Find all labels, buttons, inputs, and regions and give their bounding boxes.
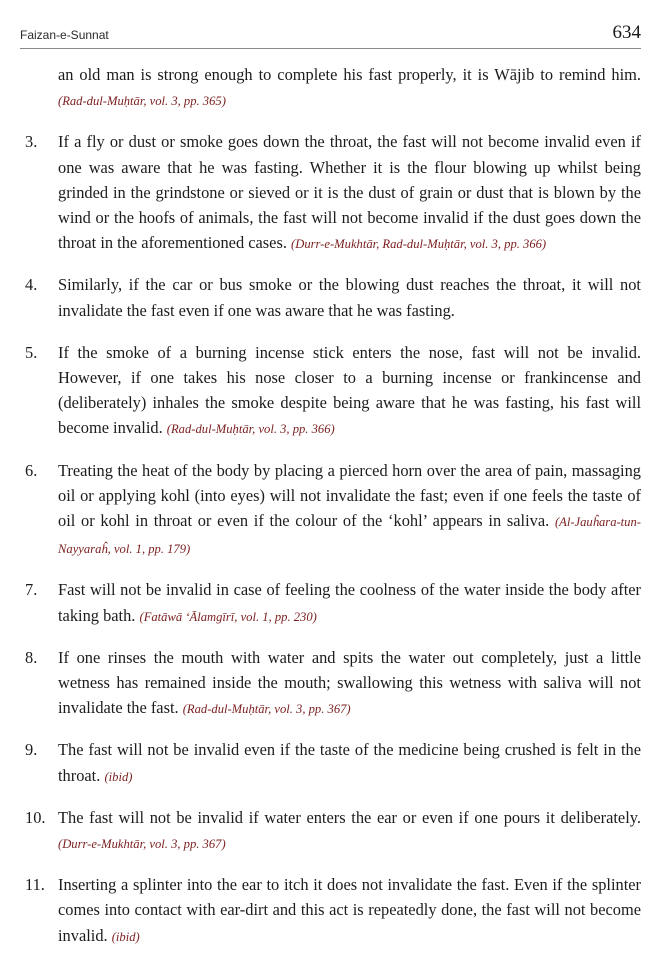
item-number: 4. [25, 275, 38, 295]
page-number: 634 [612, 22, 641, 43]
page-header [20, 22, 641, 49]
item-citation: (Al-Jauĥara-tun-Nayyaraĥ, vol. 1, pp. 179) [58, 515, 641, 557]
list-item [21, 62, 641, 114]
list-item [21, 129, 641, 257]
list-item [21, 872, 641, 950]
list-item [21, 737, 641, 789]
item-number: 11. [25, 875, 45, 895]
list-item [21, 272, 641, 324]
item-text: The fast will not be invalid if water enters the ear or even if one pours it deliberately. [58, 807, 641, 827]
page-body [21, 62, 641, 965]
item-text: Similarly, if the car or bus smoke or the blowing dust reaches the throat, it will not invalidate the fast even if one was aware that he was fasting. [58, 275, 641, 320]
list-item [21, 577, 641, 629]
item-number: 7. [25, 580, 38, 600]
item-citation: (ibid) [104, 769, 133, 784]
item-citation: (ibid) [111, 929, 140, 944]
item-number: 10. [25, 807, 46, 827]
item-citation: (Durr-e-Mukhtār, vol. 3, pp. 367) [58, 837, 226, 852]
item-number: 3. [25, 132, 38, 152]
list-item [21, 645, 641, 723]
item-text: Inserting a splinter into the ear to itch it does not invalidate the fast. Even if the splinter comes into contact with ear-dirt and this act is repeatedly done, the fast will not become invalid. [58, 875, 641, 945]
book-title: Faizan-e-Sunnat [20, 28, 109, 42]
item-text: If a fly or dust or smoke goes down the throat, the fast will not become invalid even if one was aware that he was fasting. Whether it is the flour blowing up whilst being grinded in the grindstone or sieved or it is the dust of grain or dust that is blown by the wind or the hoofs of animals, the fast will not become invalid if the dust goes down the throat in the aforementioned cases. [58, 132, 641, 253]
item-citation: (Fatāwā ‘Ālamgīrī, vol. 1, pp. 230) [139, 609, 317, 624]
item-text: If one rinses the mouth with water and spits the water out completely, just a little wetness has remained inside the mouth; swallowing this wetness with saliva will not invalidate the fast. [58, 647, 641, 718]
list-item [21, 458, 641, 563]
item-citation: (Rad-dul-Muḥtār, vol. 3, pp. 366) [166, 422, 335, 437]
item-text: Fast will not be invalid in case of feeling the coolness of the water inside the body after taking bath. [58, 580, 641, 625]
item-number: 8. [25, 647, 38, 667]
item-citation: (Durr-e-Mukhtār, Rad-dul-Muḥtār, vol. 3, pp. 366) [291, 237, 547, 252]
item-text: The fast will not be invalid even if the taste of the medicine being crushed is felt in the throat. [58, 740, 641, 785]
item-citation: (Rad-dul-Muḥtār, vol. 3, pp. 365) [58, 94, 226, 109]
list-item [21, 805, 641, 857]
item-text: If the smoke of a burning incense stick enters the nose, fast will not be invalid. However, if one takes his nose closer to a burning incense or frankincense and (deliberately) inhales the smoke despite being aware that he was fasting, his fast will become invalid. [58, 342, 641, 438]
item-number: 6. [25, 460, 38, 480]
list-item [21, 340, 641, 443]
item-number: 5. [25, 342, 38, 362]
item-text: an old man is strong enough to complete his fast properly, it is Wājib to remind him. [58, 65, 641, 84]
item-citation: (Rad-dul-Muḥtār, vol. 3, pp. 367) [182, 702, 351, 717]
item-number: 9. [25, 740, 38, 760]
item-text: Treating the heat of the body by placing a pierced horn over the area of pain, massaging oil or applying kohl (into eyes) will not invalidate the fast; even if one feels the taste of oil or kohl in throat or even if the colour of the ‘kohl’ appears in saliva. [58, 460, 641, 531]
